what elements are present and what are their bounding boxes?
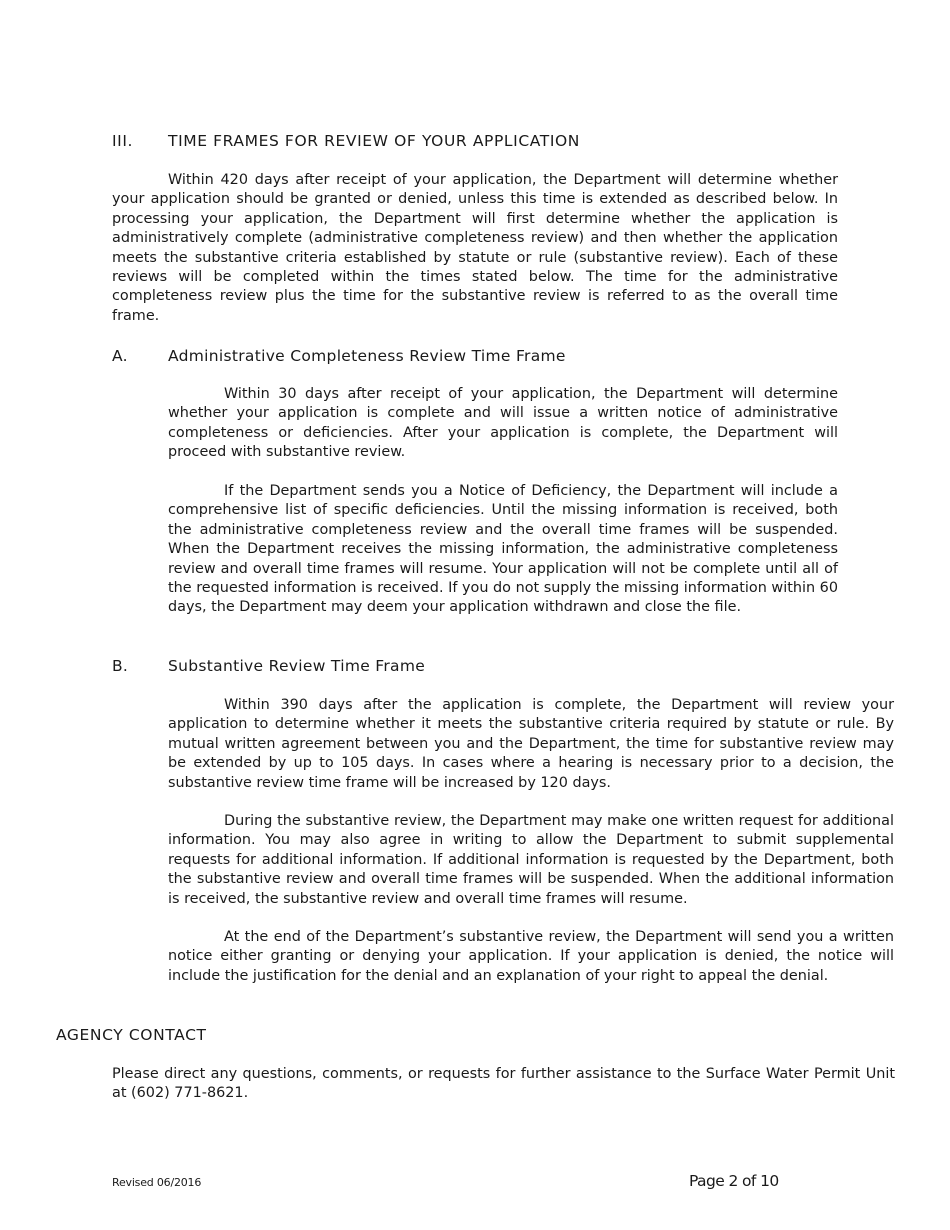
section-letter: B. [112, 657, 129, 675]
section-3-heading [112, 131, 580, 151]
section-a-heading [112, 346, 566, 366]
revision-date: Revised 06/2016 [112, 1176, 202, 1189]
section-b-paragraph-2: During the substantive review, the Department may make one written request for additional information. You may also agree in writing to allow the Department to submit supplemental requests for additional information. If additional information is requested by the Department, both the substantive review and overall time frames will be suspended. When the additional information is received, the substantive review and overall time frames will resume. [168, 813, 894, 907]
section-3-intro-paragraph: Within 420 days after receipt of your application, the Department will determine whether your application should be granted or denied, unless this time is extended as described below. In processing your application, the Department will first determine whether the application is administratively complete (administrative completeness review) and then whether the application meets the substantive criteria established by statute or rule (substantive review). Each of these reviews will be completed within the times stated below. The time for the administrative completeness review plus the time for the substantive review is referred to as the overall time frame. [112, 172, 838, 324]
agency-contact-paragraph: Please direct any questions, comments, or requests for further assistance to the Surface Water Permit Unit at (602) 771-8621. [112, 1066, 895, 1102]
section-b-heading [112, 656, 425, 676]
section-letter: A. [112, 347, 128, 365]
section-number: III. [112, 132, 134, 150]
page-number: Page 2 of 10 [689, 1172, 779, 1190]
section-title: Administrative Completeness Review Time Frame [168, 347, 566, 365]
section-title: Substantive Review Time Frame [168, 657, 426, 675]
agency-contact-heading: AGENCY CONTACT [56, 1026, 207, 1044]
section-a-paragraph-1: Within 30 days after receipt of your application, the Department will determine whether your application is complete and will issue a written notice of administrative completeness or deficiencies. After your application is complete, the Department will proceed with substantive review. [168, 386, 838, 461]
section-b-paragraph-1: Within 390 days after the application is complete, the Department will review your application to determine whether it meets the substantive criteria required by statute or rule. By mutual written agreement between you and the Department, the time for substantive review may be extended by up to 105 days. In cases where a hearing is necessary prior to a decision, the substantive review time frame will be increased by 120 days. [168, 697, 894, 791]
section-title: TIME FRAMES FOR REVIEW OF YOUR APPLICATION [168, 132, 580, 150]
section-b-paragraph-3: At the end of the Department’s substantive review, the Department will send you a written notice either granting or denying your application. If your application is denied, the notice will include the justification for the denial and an explanation of your right to appeal the denial. [168, 929, 894, 984]
section-a-paragraph-2: If the Department sends you a Notice of Deficiency, the Department will include a comprehensive list of specific deficiencies. Until the missing information is received, both the administrative completeness review and the overall time frames will be suspended. When the Department receives the missing information, the administrative completeness review and overall time frames will resume. Your application will not be complete until all of the requested information is received. If you do not supply the missing information within 60 days, the Department may deem your application withdrawn and close the file. [168, 483, 838, 616]
